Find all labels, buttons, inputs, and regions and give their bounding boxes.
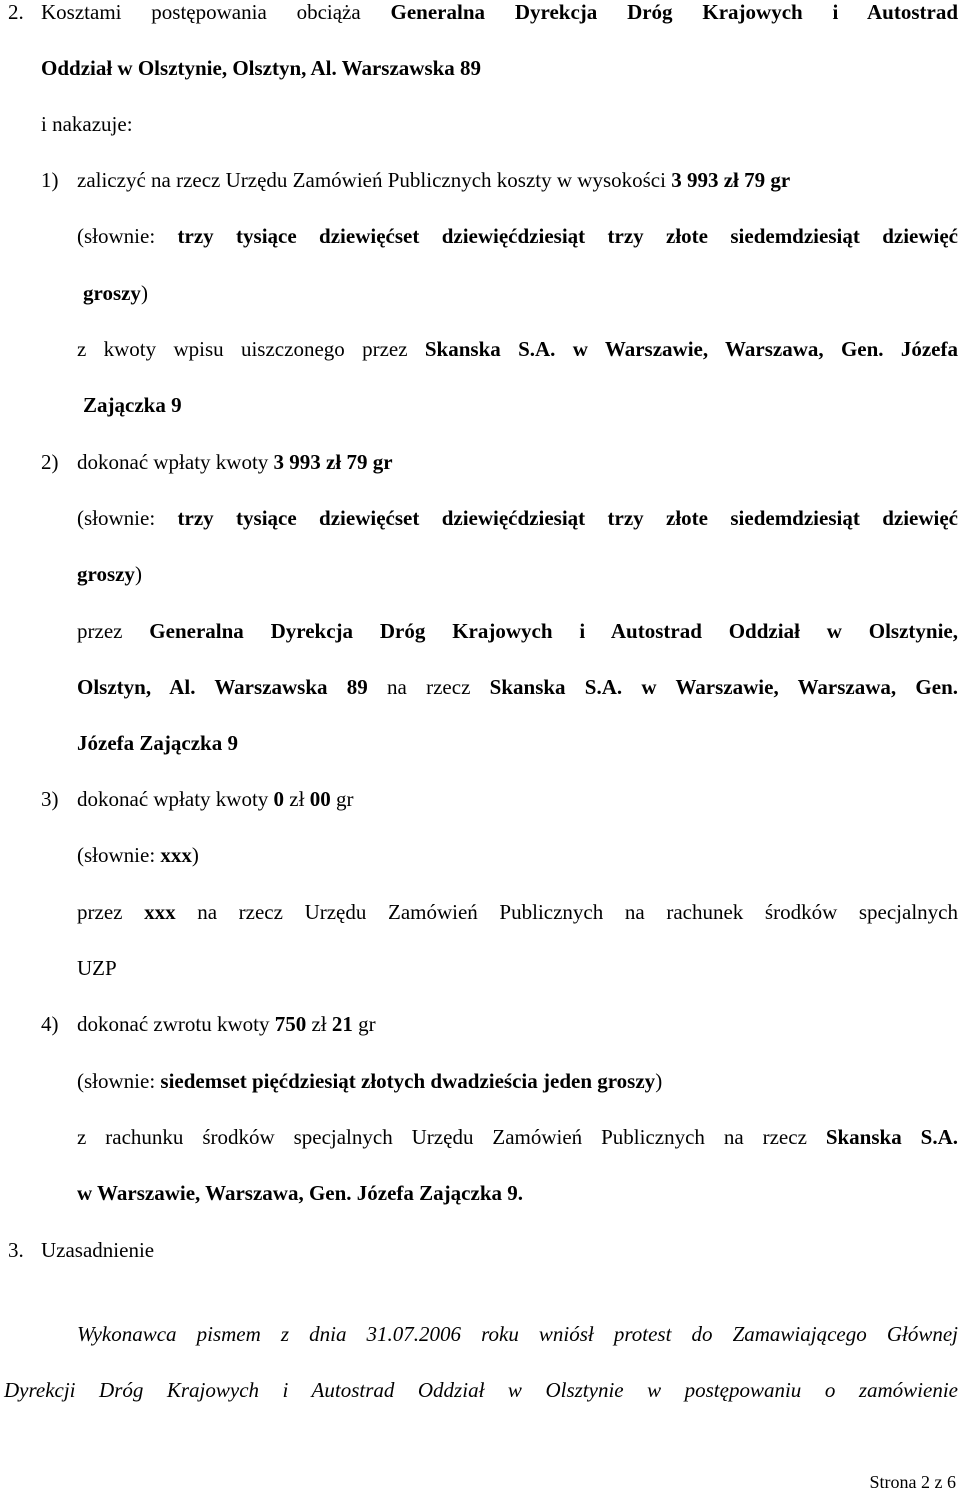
item-2-words-line-2	[77, 564, 142, 585]
amount-in-words: xxx	[160, 843, 192, 867]
item-4-number: 4)	[41, 1012, 59, 1036]
section-3-number: 3.	[8, 1238, 24, 1262]
item-1-words-line-2	[83, 283, 148, 304]
page-number: Strona 2 z 6	[869, 1472, 956, 1492]
amount-gr: 00	[309, 787, 331, 811]
item-4-from-line	[77, 1127, 958, 1148]
item-2-words-line	[77, 508, 958, 529]
text: dokonać wpłaty kwoty	[77, 787, 274, 811]
text: (słownie:	[77, 843, 161, 867]
section-2-line-2	[41, 58, 481, 79]
party-name: Generalna Dyrekcja Dróg Krajowych i Autostrad	[390, 0, 959, 24]
text: przez	[77, 619, 150, 643]
text: z kwoty wpisu uiszczonego przez	[77, 337, 425, 361]
item-1-from-line-2	[83, 395, 182, 416]
amount: 3 993 zł 79 gr	[273, 450, 393, 474]
text: )	[191, 843, 199, 867]
payer-name: Generalna Dyrekcja Dróg Krajowych i Autostrad Oddział w Olsztynie,	[149, 619, 958, 643]
amount-in-words: trzy tysiące dziewięćset dziewięćdziesiąt trzy złote siedemdziesiąt dziewięć	[177, 506, 959, 530]
unit-gr: gr	[330, 787, 354, 811]
item-2-by-line-3	[77, 733, 238, 754]
amount-in-words: trzy tysiące dziewięćset dziewięćdziesiąt trzy złote siedemdziesiąt dziewięć	[177, 224, 959, 248]
payer-name: xxx	[144, 900, 176, 924]
order-intro: i nakazuje:	[41, 112, 133, 136]
item-4-words-line	[77, 1071, 662, 1092]
text: )	[134, 562, 142, 586]
party-branch: Oddział w Olsztynie, Olsztyn, Al. Warszawska 89	[41, 56, 482, 80]
unit-zl: zł	[284, 787, 310, 811]
text: (słownie:	[77, 506, 178, 530]
text: dokonać wpłaty kwoty	[77, 450, 274, 474]
item-1-line-1	[77, 170, 790, 191]
item-3-line-1	[77, 789, 353, 810]
justification-line-2: Dyrekcji Dróg Krajowych i Autostrad Oddział w Olsztynie w postępowaniu o zamówienie	[4, 1378, 958, 1402]
text: )	[655, 1069, 663, 1093]
item-3-by-line-2: UZP	[77, 956, 117, 980]
item-1-from-line	[77, 339, 958, 360]
text: na rzecz Urzędu Zamówień Publicznych na rachunek środków specjalnych	[175, 900, 958, 924]
section-3-title: Uzasadnienie	[41, 1238, 155, 1262]
item-2-by-line-2	[77, 677, 958, 698]
item-1-words-line	[77, 226, 958, 247]
payer-address: Zajączka 9	[83, 393, 182, 417]
item-4-line-1	[77, 1014, 376, 1035]
text: (słownie:	[77, 224, 178, 248]
text: przez	[77, 900, 145, 924]
text: zaliczyć na rzecz Urzędu Zamówień Publicznych koszty w wysokości	[77, 168, 672, 192]
recipient-name: Skanska S.A.	[825, 1125, 958, 1149]
section-2-number: 2.	[8, 0, 24, 24]
amount-in-words-cont: groszy	[83, 281, 141, 305]
item-4-from-line-2	[77, 1183, 523, 1204]
amount-in-words-cont: groszy	[77, 562, 135, 586]
justification-line-1: Wykonawca pismem z dnia 31.07.2006 roku wniósł protest do Zamawiającego Głównej	[77, 1322, 958, 1346]
recipient-name: Skanska S.A. w Warszawie, Warszawa, Gen.	[489, 675, 958, 699]
payer-name: Skanska S.A. w Warszawie, Warszawa, Gen. Józefa	[424, 337, 958, 361]
section-2-line-1	[41, 2, 958, 23]
amount: 3 993 zł 79 gr	[671, 168, 791, 192]
text: na rzecz	[367, 675, 490, 699]
text: dokonać zwrotu kwoty	[77, 1012, 275, 1036]
text: Kosztami postępowania obciąża	[41, 0, 391, 24]
amount-zl: 0	[273, 787, 285, 811]
text: )	[140, 281, 148, 305]
unit-zl: zł	[306, 1012, 332, 1036]
item-2-number: 2)	[41, 450, 59, 474]
text: (słownie:	[77, 1069, 161, 1093]
item-2-by-line	[77, 621, 958, 642]
item-3-by-line	[77, 902, 958, 923]
recipient-address: Józefa Zajączka 9	[77, 731, 238, 755]
item-1-number: 1)	[41, 168, 59, 192]
item-3-words-line	[77, 845, 199, 866]
amount-in-words: siedemset pięćdziesiąt złotych dwadzieścia jeden groszy	[160, 1069, 656, 1093]
amount-gr: 21	[331, 1012, 353, 1036]
item-2-line-1	[77, 452, 393, 473]
payer-address: Olsztyn, Al. Warszawska 89	[77, 675, 368, 699]
unit-gr: gr	[352, 1012, 376, 1036]
text: z rachunku środków specjalnych Urzędu Zamówień Publicznych na rzecz	[77, 1125, 826, 1149]
item-3-number: 3)	[41, 787, 59, 811]
recipient-address: w Warszawie, Warszawa, Gen. Józefa Zajączka 9.	[77, 1181, 523, 1205]
amount-zl: 750	[274, 1012, 307, 1036]
